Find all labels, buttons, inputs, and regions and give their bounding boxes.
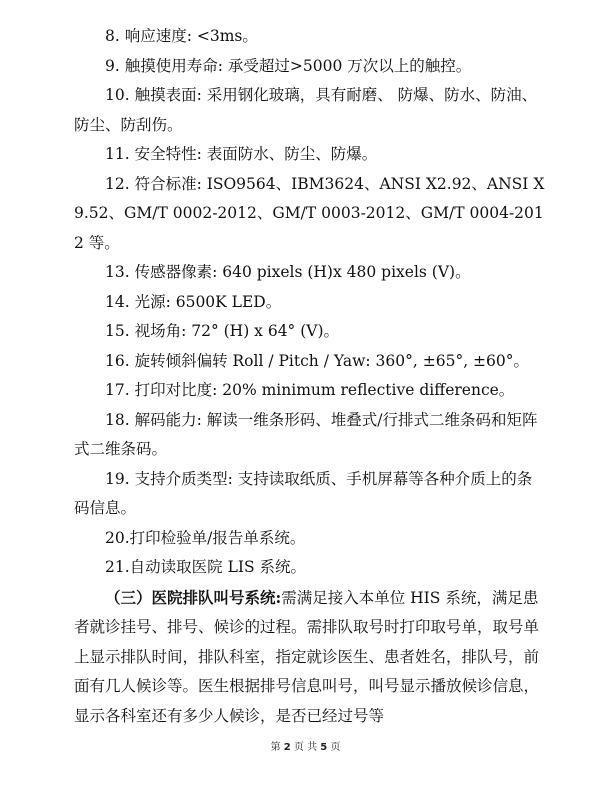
spec-item-11: 11. 安全特性: 表面防水、防尘、防爆。 — [105, 145, 378, 163]
spec-item-14: 14. 光源: 6500K LED。 — [105, 292, 282, 311]
spec-item-8: 8. 响应速度: <3ms。 — [105, 27, 258, 45]
document-page — [74, 22, 546, 731]
spec-item-18: 18. 解码能力: 解读一维条形码、堆叠式/行排式二维条码和矩阵式二维条码。 — [74, 410, 538, 458]
spec-item-19: 19. 支持介质类型: 支持读取纸质、手机屏幕等各种介质上的条码信息。 — [74, 469, 533, 517]
spec-item-10: 10. 触摸表面: 采用钢化玻璃，具有耐磨、 防爆、防水、防油、防尘、防刮伤。 — [74, 86, 538, 134]
footer-middle: 页 共 — [293, 742, 318, 753]
footer-total-pages: 5 — [320, 742, 328, 753]
spec-item-13: 13. 传感器像素: 640 pixels (H)x 480 pixels (V)。 — [105, 263, 471, 281]
footer-page-number: 2 — [283, 742, 291, 753]
spec-item-16: 16. 旋转倾斜偏转 Roll / Pitch / Yaw: 360°, ±65°, ±60°。 — [105, 351, 530, 370]
section-body: 需满足接入本单位 HIS 系统，满足患者就诊挂号、排号、候诊的过程。需排队取号时打印取号单，取号单上显示排队时间，排队科室，指定就诊医生、患者姓名，排队号，前面有几人候诊等。医生根据排号信息叫号，叫号显示播放候诊信息，显示各科室还有多少人候诊，是否已经过号等 — [74, 588, 540, 725]
spec-item-21: 21.自动读取医院 LIS 系统。 — [105, 558, 307, 576]
queue-system-section — [74, 583, 546, 732]
spec-item-15: 15. 视场角: 72° (H) x 64° (V)。 — [105, 322, 340, 340]
footer-prefix: 第 — [270, 742, 281, 753]
page-footer — [0, 738, 611, 753]
spec-item-12: 12. 符合标准: ISO9564、IBM3624、ANSI X2.92、ANSI X9.52、GM/T 0002-2012、GM/T 0003-2012、GM/T 0004-2012 等。 — [74, 174, 545, 252]
spec-item-17: 17. 打印对比度: 20% minimum reflective difference。 — [105, 381, 515, 399]
footer-suffix: 页 — [330, 742, 341, 753]
spec-item-9: 9. 触摸使用寿命: 承受超过>5000 万次以上的触控。 — [105, 56, 472, 75]
section-heading: （三）医院排队叫号系统: — [105, 587, 282, 607]
spec-item-20: 20.打印检验单/报告单系统。 — [105, 528, 306, 547]
